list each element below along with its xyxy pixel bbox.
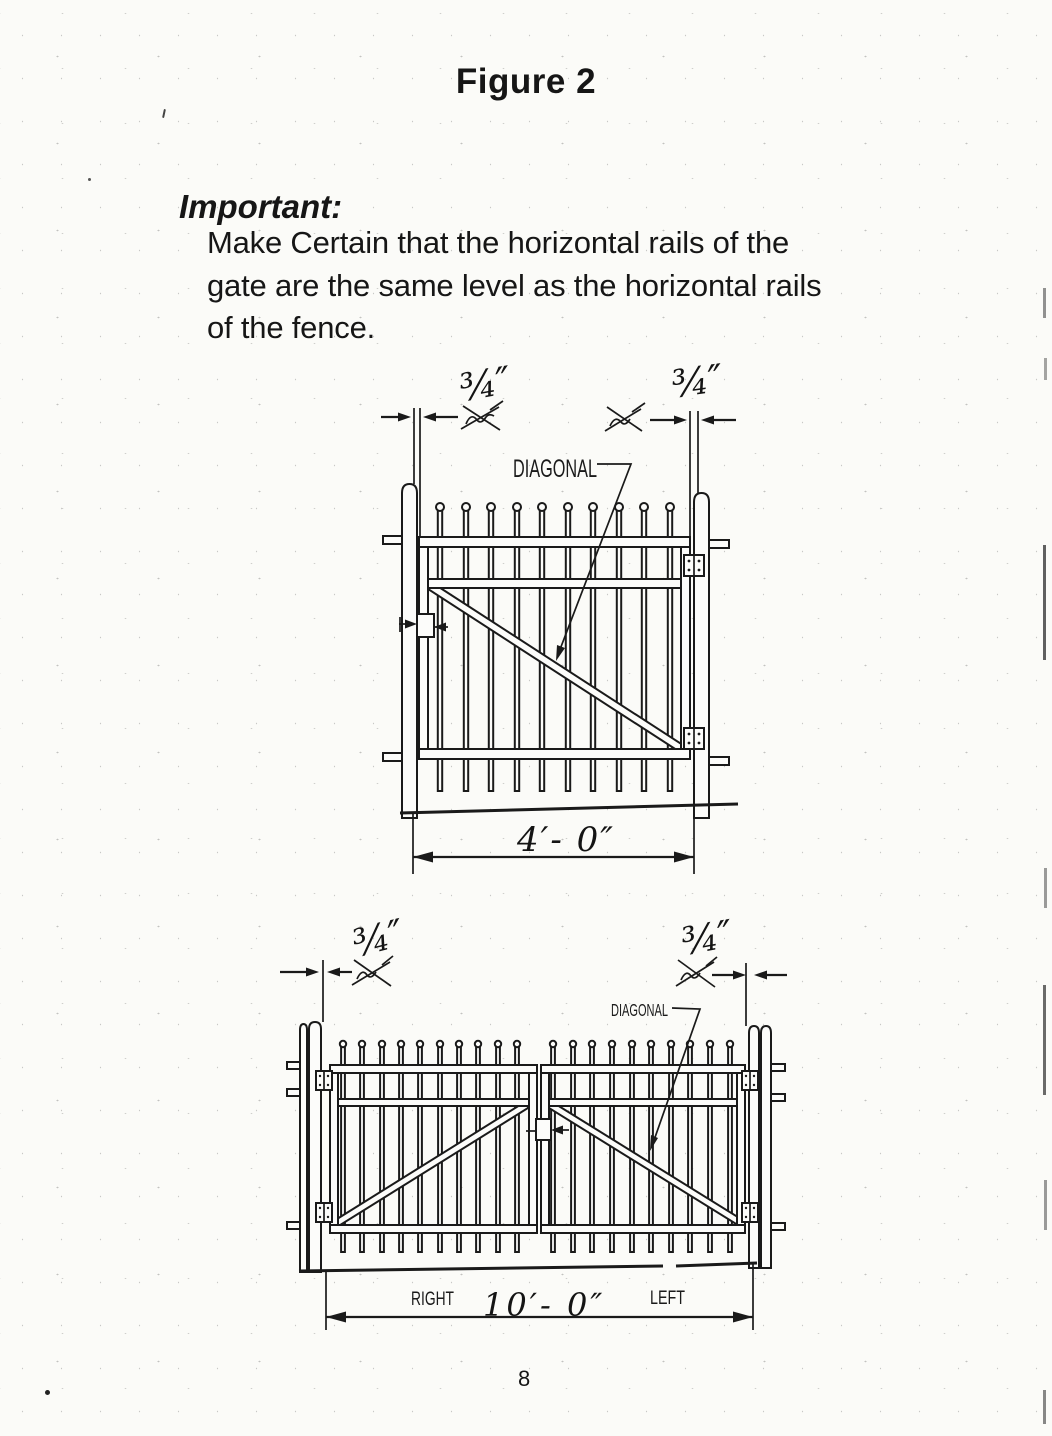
- gate-second-rail: [428, 579, 681, 588]
- gate-stile: [541, 1065, 549, 1233]
- picket: [399, 1046, 403, 1252]
- picket-finial-icon: [629, 1041, 635, 1047]
- page-number: 8: [518, 1366, 531, 1391]
- picket-finial-icon: [487, 503, 495, 511]
- width-dimension-text: 4′- 0″: [517, 820, 615, 860]
- ground-line: [400, 804, 738, 813]
- width-dimension-text: 10′- 0″: [483, 1286, 606, 1324]
- fence-rail-stub: [771, 1223, 785, 1230]
- picket-finial-icon: [513, 503, 521, 511]
- right-panel-label: RIGHT: [411, 1289, 455, 1310]
- hinge-icon: [742, 1071, 758, 1090]
- gate-second-rail: [338, 1099, 529, 1106]
- picket-finial-icon: [589, 1041, 595, 1047]
- picket: [496, 1046, 500, 1252]
- picket: [571, 1046, 575, 1252]
- gap-label-left: ¾″: [456, 357, 515, 411]
- picket-finial-icon: [436, 503, 444, 511]
- figure-title: Figure 2: [455, 62, 597, 101]
- gate-stile: [529, 1065, 537, 1233]
- picket-finial-icon: [550, 1041, 556, 1047]
- gate-top-rail: [541, 1065, 745, 1073]
- gate-post: [761, 1026, 771, 1268]
- fence-rail-stub: [771, 1094, 785, 1101]
- picket: [708, 1046, 712, 1252]
- gap-label-left: ¾″: [348, 910, 409, 966]
- fence-rail-stub: [709, 540, 729, 548]
- width-dimension: [326, 1264, 753, 1330]
- gate-post: [300, 1024, 307, 1272]
- width-dimension: [413, 806, 694, 874]
- scan-edge-artifact: [1043, 985, 1046, 1095]
- gap-dimension-right: [650, 416, 736, 425]
- picket-finial-icon: [437, 1041, 443, 1047]
- picket: [380, 1046, 384, 1252]
- scan-speck: [88, 178, 91, 181]
- picket-finial-icon: [538, 503, 546, 511]
- leader-arrowhead: [650, 1135, 658, 1151]
- hinge-icon: [742, 1203, 758, 1222]
- diagonal-label: DIAGONAL: [611, 1000, 669, 1020]
- note-line-3: of the fence.: [207, 310, 376, 345]
- picket-finial-icon: [475, 1041, 481, 1047]
- picket-finial-icon: [398, 1041, 404, 1047]
- gate-second-rail: [549, 1099, 737, 1106]
- left-panel-label: LEFT: [650, 1288, 686, 1309]
- picket-finial-icon: [340, 1041, 346, 1047]
- picket-finial-icon: [648, 1041, 654, 1047]
- strikethrough-scribble: [605, 403, 645, 431]
- gap-label-right: ¾″: [678, 911, 737, 964]
- picket-finial-icon: [417, 1041, 423, 1047]
- gap-dimension-right: [712, 971, 787, 980]
- hinge-icon: [684, 728, 704, 749]
- fence-rail-stub: [287, 1062, 301, 1069]
- picket-finial-icon: [359, 1041, 365, 1047]
- picket-finial-icon: [564, 503, 572, 511]
- gate-post: [309, 1022, 321, 1272]
- fence-rail-stub: [383, 753, 403, 761]
- hinge-icon: [684, 555, 704, 576]
- picket: [669, 1046, 673, 1252]
- scan-speck: [45, 1390, 50, 1395]
- picket-finial-icon: [456, 1041, 462, 1047]
- picket: [590, 1046, 594, 1252]
- gap-label-right: ¾″: [669, 355, 726, 407]
- ground-line: [676, 1263, 757, 1266]
- gate-bottom-rail: [419, 749, 690, 759]
- picket-finial-icon: [462, 503, 470, 511]
- gate-bottom-rail: [330, 1225, 537, 1233]
- picket-finial-icon: [570, 1041, 576, 1047]
- gate-top-rail: [330, 1065, 537, 1073]
- hinge-icon: [316, 1071, 332, 1090]
- gate-post: [749, 1026, 759, 1268]
- fence-rail-stub: [709, 757, 729, 765]
- picket-finial-icon: [666, 503, 674, 511]
- picket-finial-icon: [707, 1041, 713, 1047]
- gate-bottom-rail: [541, 1225, 745, 1233]
- fence-rail-stub: [771, 1064, 785, 1071]
- picket-finial-icon: [727, 1041, 733, 1047]
- ground-line: [299, 1266, 663, 1271]
- fence-rail-stub: [287, 1222, 301, 1229]
- picket: [418, 1046, 422, 1252]
- scan-edge-artifact: [1043, 545, 1046, 660]
- picket: [360, 1046, 364, 1252]
- gate-post-left: [402, 484, 417, 818]
- note-line-2: gate are the same level as the horizontal rails: [207, 267, 822, 303]
- single-gate-drawing: [381, 356, 738, 874]
- leader-arrowhead: [556, 645, 565, 661]
- picket: [515, 1046, 519, 1252]
- scan-edge-artifact: [1044, 1180, 1047, 1230]
- picket-finial-icon: [640, 503, 648, 511]
- picket: [476, 1046, 480, 1252]
- scan-edge-artifact: [1043, 288, 1046, 318]
- gap-dimension-left: [280, 968, 352, 977]
- scan-edge-artifact: [1043, 1390, 1046, 1424]
- gate-top-rail: [419, 537, 690, 547]
- gate-stile-left: [419, 537, 428, 759]
- picket-finial-icon: [495, 1041, 501, 1047]
- picket-finial-icon: [514, 1041, 520, 1047]
- double-gate-drawing: [280, 911, 787, 1330]
- picket: [688, 1046, 692, 1252]
- picket: [630, 1046, 634, 1252]
- picket: [610, 1046, 614, 1252]
- fence-rail-stub: [383, 536, 403, 544]
- picket-finial-icon: [589, 503, 597, 511]
- diagonal-label: DIAGONAL: [513, 455, 598, 483]
- picket: [438, 1046, 442, 1252]
- fence-rail-stub: [287, 1089, 301, 1096]
- picket: [551, 1046, 555, 1252]
- note-line-1: Make Certain that the horizontal rails of the: [207, 225, 790, 260]
- gate-post-right: [694, 493, 709, 818]
- important-heading: Important:: [179, 188, 343, 225]
- hinge-icon: [316, 1203, 332, 1222]
- picket-finial-icon: [379, 1041, 385, 1047]
- picket-finial-icon: [609, 1041, 615, 1047]
- picket-finial-icon: [668, 1041, 674, 1047]
- scan-edge-artifact: [1044, 358, 1047, 380]
- scan-edge-artifact: [1044, 868, 1047, 908]
